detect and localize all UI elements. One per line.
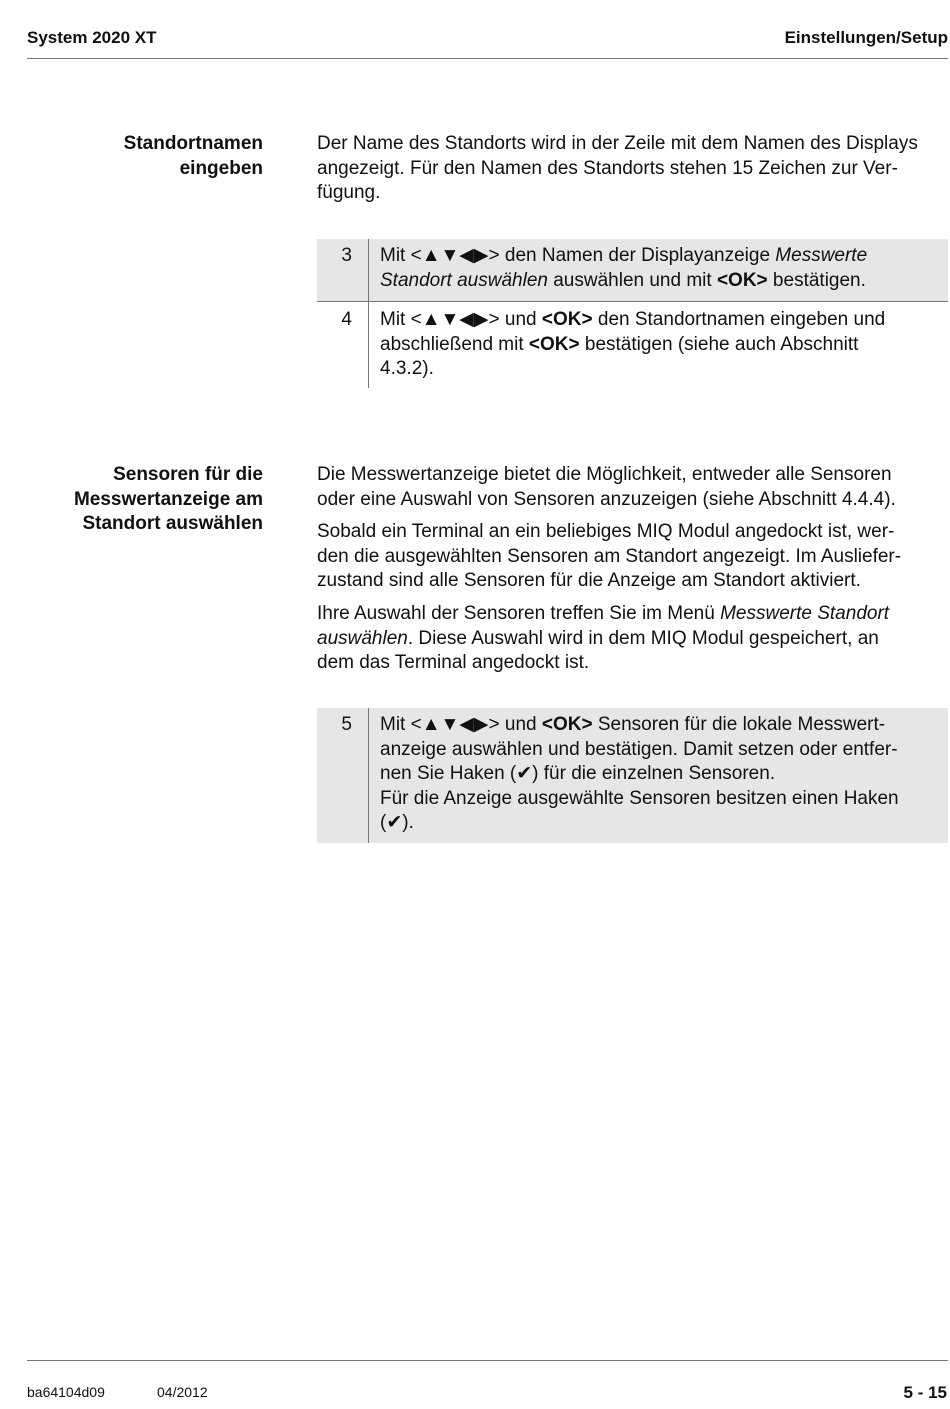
- menu-name-italic: auswählen: [317, 627, 408, 649]
- header-divider: [27, 58, 948, 59]
- step-line: Mit <▲▼◀▶> den Namen der Displayanzeige Messwerte: [380, 245, 868, 266]
- step-number: 5: [341, 714, 352, 735]
- ok-key-label: <OK>: [541, 714, 593, 735]
- step-line: abschließend mit <OK> bestätigen (siehe auch Abschnitt: [380, 333, 859, 355]
- menu-name-italic: Messwerte Standort: [720, 603, 890, 624]
- step-number-cell: [317, 239, 369, 301]
- paragraph-line: fügung.: [317, 182, 381, 203]
- paragraph-line: Ihre Auswahl der Sensoren treffen Sie im Menü Messwerte Standort: [317, 603, 890, 624]
- footer-document-code: ba64104d09: [27, 1384, 105, 1400]
- paragraph-line: Die Messwertanzeige bietet die Möglichkeit, entweder alle Sensoren: [317, 464, 892, 485]
- paragraph-line: Sobald ein Terminal an ein beliebiges MIQ Modul angedockt ist, wer-: [317, 521, 895, 542]
- step-line: Mit <▲▼◀▶> und <OK> Sensoren für die lokale Messwert-: [380, 714, 886, 735]
- ok-key-label: <OK>: [716, 269, 768, 291]
- ok-key-label: <OK>: [541, 309, 593, 330]
- paragraph-standortname-intro: [317, 132, 949, 206]
- paragraph-auswahl: [317, 602, 949, 676]
- step-number: 4: [341, 309, 352, 330]
- step-line: 4.3.2).: [380, 358, 434, 379]
- footer-page-number: 5 - 15: [903, 1383, 947, 1402]
- paragraph-line: zustand sind alle Sensoren für die Anzeige am Standort aktiviert.: [317, 570, 861, 591]
- step-5-row: [317, 708, 948, 843]
- paragraph-line: den die ausgewählten Sensoren am Standort angezeigt. Im Ausliefer-: [317, 545, 902, 567]
- section-heading-line: Sensoren für die: [113, 464, 263, 485]
- section-heading-line: Standortnamen: [123, 133, 263, 154]
- step-text: [380, 244, 944, 293]
- paragraph-line: oder eine Auswahl von Sensoren anzuzeigen (siehe Abschnitt 4.4.4).: [317, 488, 896, 510]
- step-text: [380, 308, 944, 382]
- step-text: [380, 713, 944, 836]
- header-chapter-title: Einstellungen/Setup: [784, 28, 948, 47]
- section-heading-line: Standort auswählen: [82, 513, 263, 534]
- section-heading-line: eingeben: [179, 157, 263, 179]
- step-line: Standort auswählen auswählen und mit <OK> bestätigen.: [380, 269, 866, 291]
- step-line: nen Sie Haken (✔) für die einzelnen Sensoren.: [380, 763, 776, 784]
- step-line: Mit <▲▼◀▶> und <OK> den Standortnamen eingeben und: [380, 309, 886, 330]
- section-heading-sensoren: [13, 463, 263, 537]
- paragraph-line: angezeigt. Für den Namen des Standorts stehen 15 Zeichen zur Ver-: [317, 157, 898, 179]
- paragraph-terminal: [317, 520, 949, 594]
- step-line: Für die Anzeige ausgewählte Sensoren besitzen einen Haken: [380, 787, 899, 809]
- footer-divider: [27, 1360, 948, 1361]
- paragraph-line: dem das Terminal angedockt ist.: [317, 652, 590, 673]
- paragraph-line: Der Name des Standorts wird in der Zeile mit dem Namen des Displays: [317, 133, 918, 154]
- menu-name-italic: Standort auswählen: [380, 269, 548, 291]
- step-3-row: [317, 239, 948, 301]
- step-number: 3: [341, 245, 352, 266]
- section-heading-standortnamen: [13, 132, 263, 181]
- step-4-row: [317, 302, 948, 388]
- footer-date: 04/2012: [157, 1384, 208, 1400]
- paragraph-line: auswählen. Diese Auswahl wird in dem MIQ Modul gespeichert, an: [317, 627, 879, 649]
- menu-name-italic: Messwerte: [775, 245, 868, 266]
- step-number-cell: [317, 302, 369, 388]
- step-line: (✔).: [380, 812, 414, 833]
- step-line: anzeige auswählen und bestätigen. Damit setzen oder entfer-: [380, 738, 898, 760]
- step-number-cell: [317, 708, 369, 843]
- section-heading-line: Messwertanzeige am: [73, 488, 263, 510]
- paragraph-messwertanzeige: [317, 463, 949, 512]
- header-product-title: System 2020 XT: [27, 28, 157, 47]
- ok-key-label: <OK>: [528, 333, 580, 355]
